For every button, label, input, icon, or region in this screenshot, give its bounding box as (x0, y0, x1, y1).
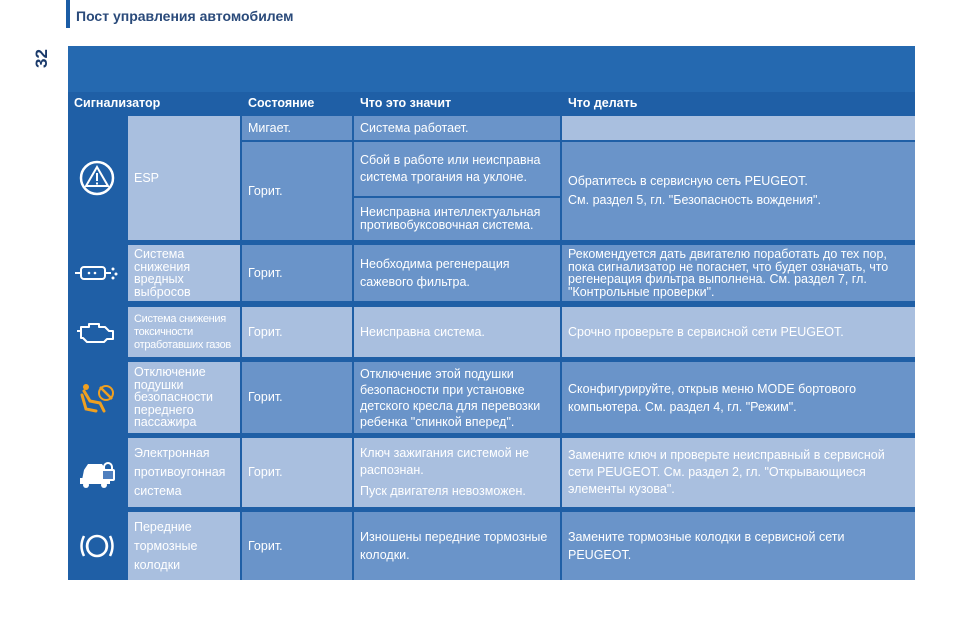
engine-name: Система снижения токсичности отработавших газов (128, 307, 240, 357)
page-header-title: Пост управления автомобилем (76, 8, 294, 24)
esp-meaning-blink: Система работает. (354, 116, 560, 140)
emission-meaning: Необходима регенерация сажевого фильтра. (354, 245, 560, 301)
immobilizer-action: Замените ключ и проверьте неисправный в сервисной сети PEUGEOT. См. раздел 2, гл. "Открывающиеся элементы кузова". (562, 438, 915, 507)
brake-pads-icon (68, 512, 126, 580)
esp-state-blink: Мигает. (242, 116, 352, 140)
airbag-name: Отключение подушки безопасности переднего пассажира (128, 362, 240, 433)
table-header-row (68, 92, 915, 114)
emission-action: Рекомендуется дать двигателю поработать до тех пор, пока сигнализатор не погаснет, что будет означать, что регенерация фильтра выполнена. См. раздел 7, гл. "Контрольные проверки". (562, 245, 915, 301)
brakes-name: Передние тормозные колодки (128, 512, 240, 580)
esp-meaning-on-1-row (68, 142, 915, 196)
airbag-off-icon (68, 362, 126, 433)
esp-meaning-on-1: Сбой в работе или неисправна система трогания на уклоне. (354, 142, 560, 196)
esp-action-blink (562, 116, 915, 140)
table-row-emission (68, 245, 915, 301)
header-accent-bar (66, 0, 70, 28)
esp-meaning-on-2: Неисправна интеллектуальная противобуксовочная система. (354, 198, 560, 240)
brakes-state: Горит. (242, 512, 352, 580)
airbag-state: Горит. (242, 362, 352, 433)
immobilizer-icon (68, 438, 126, 507)
header-indicator: Сигнализатор (74, 95, 161, 110)
esp-blink-row (68, 116, 915, 140)
table-top-band (68, 46, 915, 92)
airbag-action: Сконфигурируйте, открыв меню MODE бортового компьютера. См. раздел 4, гл. "Режим". (562, 362, 915, 433)
table-row-brakes (68, 512, 915, 580)
emission-name: Система снижения вредных выбросов (128, 245, 240, 301)
warning-lights-table (68, 46, 915, 580)
airbag-meaning: Отключение этой подушки безопасности при установке детского кресла для перевозки ребенка "спинкой вперед". (354, 362, 560, 433)
exhaust-filter-icon (68, 245, 126, 301)
immobilizer-state: Горит. (242, 438, 352, 507)
emission-state: Горит. (242, 245, 352, 301)
table-row-airbag (68, 362, 915, 433)
esp-state-on: Горит. (242, 142, 352, 240)
esp-meaning-on-2-row (68, 198, 915, 240)
engine-meaning: Неисправна система. (354, 307, 560, 357)
immobilizer-meaning: Ключ зажигания системой не распознан. Пуск двигателя невозможен. (354, 438, 560, 507)
table-row-engine (68, 307, 915, 357)
header-meaning: Что это значит (360, 95, 452, 110)
header-action: Что делать (568, 95, 638, 110)
table-row-immobilizer (68, 438, 915, 507)
engine-state: Горит. (242, 307, 352, 357)
esp-name: ESP (128, 116, 240, 240)
esp-action: Обратитесь в сервисную сеть PEUGEOT. См. раздел 5, гл. "Безопасность вождения". (562, 142, 915, 240)
brakes-action: Замените тормозные колодки в сервисной сети PEUGEOT. (562, 512, 915, 580)
header-state: Состояние (248, 95, 315, 110)
immobilizer-name: Электронная противоугонная система (128, 438, 240, 507)
engine-icon (68, 307, 126, 357)
page-number: 32 (32, 49, 51, 68)
engine-action: Срочно проверьте в сервисной сети PEUGEOT. (562, 307, 915, 357)
brakes-meaning: Изношены передние тормозные колодки. (354, 512, 560, 580)
